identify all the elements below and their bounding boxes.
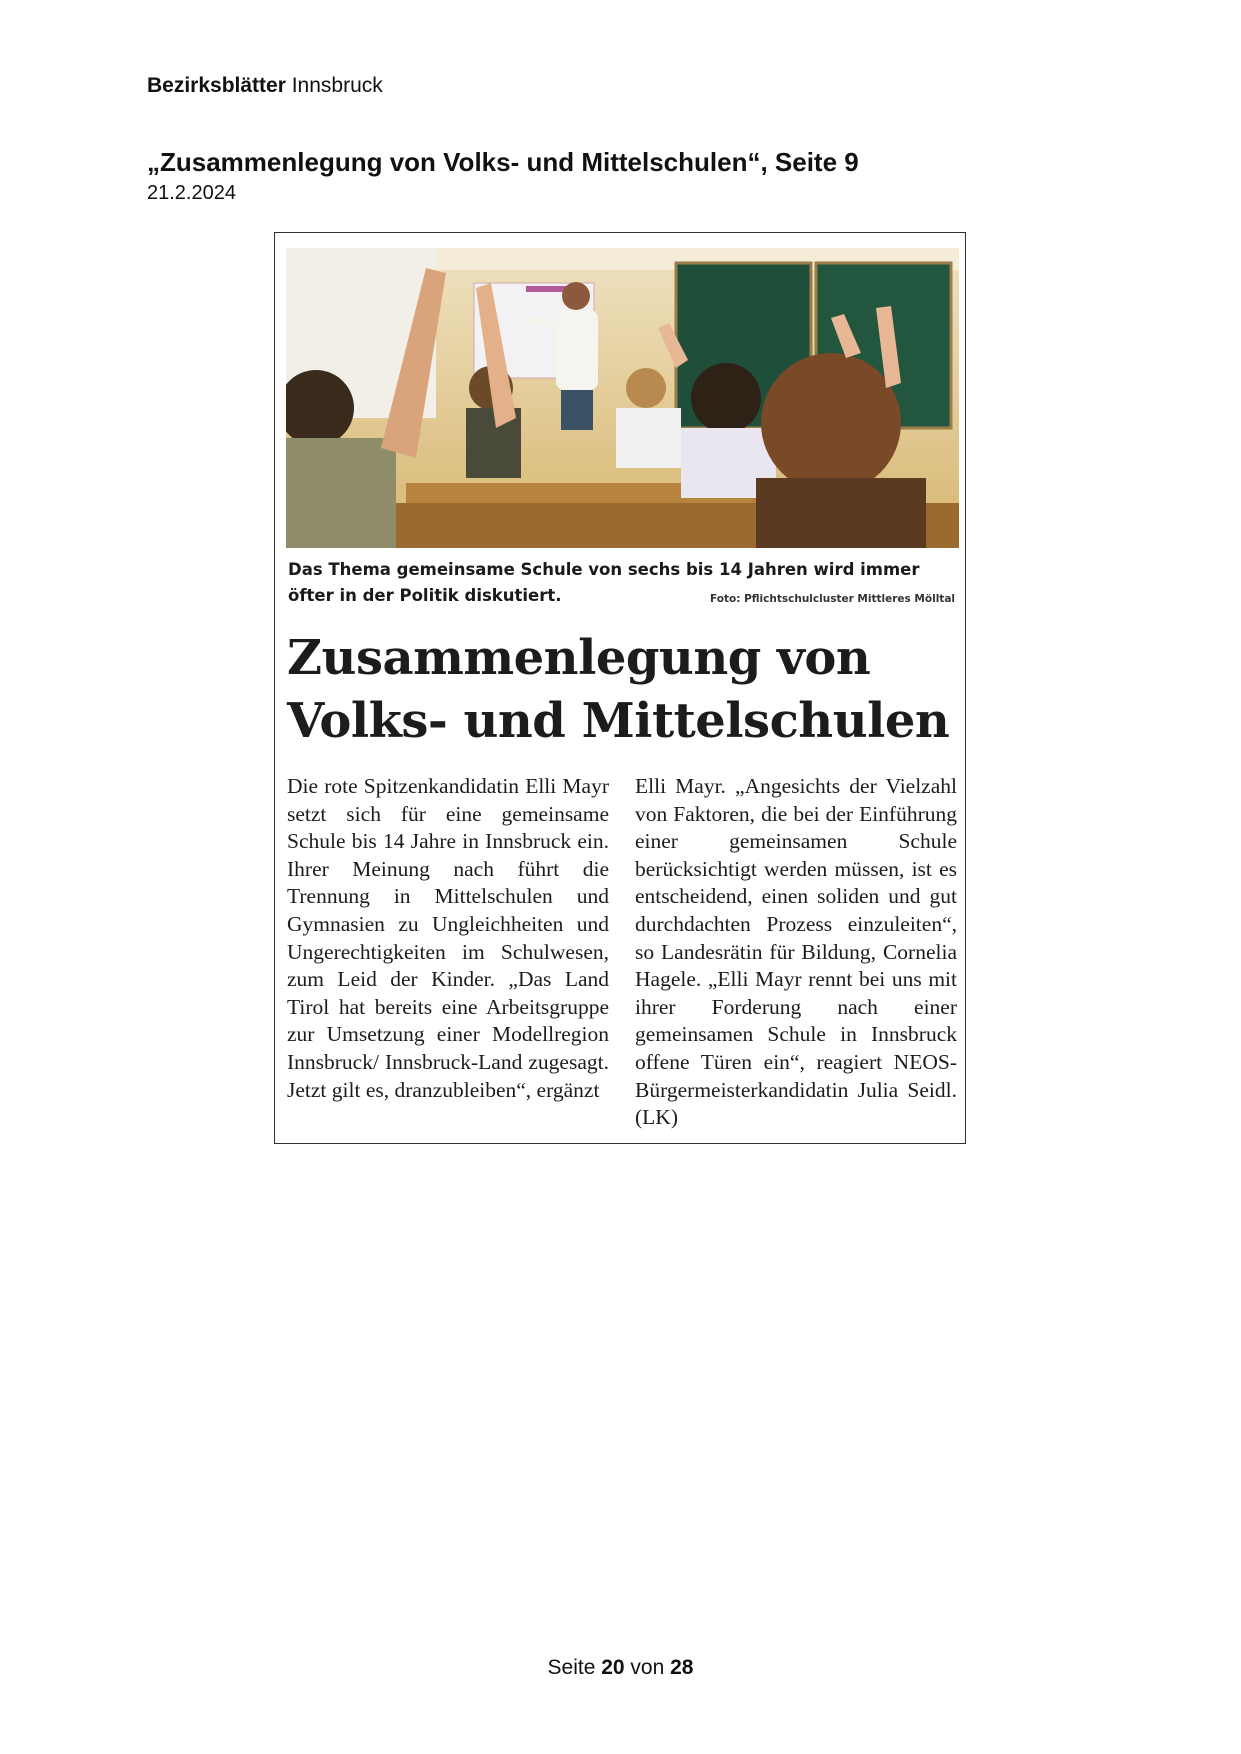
page-number-total: 28 xyxy=(670,1656,694,1679)
newspaper-clipping xyxy=(274,232,966,1144)
publication-bold: Bezirksblätter xyxy=(147,74,286,97)
photo-caption: Das Thema gemeinsame Schule von sechs bis 14 Jahren wird immer öfter in der Politik diskutiert. xyxy=(288,560,920,605)
page-number-middle: von xyxy=(624,1656,671,1679)
headline-line-1: Zusammenlegung von xyxy=(287,630,871,686)
page-number xyxy=(0,1656,1241,1680)
article-column-1: Die rote Spitzenkandidatin Elli Mayr setzt sich für eine gemeinsame Schule bis 14 Jahre in Innsbruck ein. Ihrer Meinung nach führt die Trennung in Mittelschulen und Gymnasien zu Ungleichheiten und Ungerechtigkeiten im Schulwesen, zum Leid der Kinder. „Das Land Tirol hat bereits eine Arbeitsgruppe zur Umsetzung einer Modellregion Innsbruck/ Innsbruck-Land zugesagt. Jetzt gilt es, dranzubleiben“, ergänzt xyxy=(287,774,609,1102)
page-number-current: 20 xyxy=(601,1656,625,1679)
publication-name xyxy=(147,74,383,98)
headline xyxy=(287,627,957,753)
classroom-photo xyxy=(286,248,959,548)
article-date: 21.2.2024 xyxy=(147,182,236,204)
article-column-2: Elli Mayr. „Angesichts der Vielzahl von Faktoren, die bei der Einführung einer gemeinsamen Schule berücksichtigt werden müssen, ist es entscheidend, einen soliden und gut durchdachten Prozess einzuleiten“, so Landesrätin für Bildung, Cornelia Hagele. „Elli Mayr rennt bei uns mit ihrer Forderung nach einer gemeinsamen Schule in Innsbruck offene Türen ein“, reagiert NEOS-Bürgermeisterkandidatin Julia Seidl. (LK) xyxy=(635,774,957,1130)
article-reference-title: „Zusammenlegung von Volks- und Mittelschulen“, Seite 9 xyxy=(147,147,859,177)
publication-region: Innsbruck xyxy=(285,74,383,97)
headline-line-2: Volks- und Mittelschulen xyxy=(287,693,950,749)
page-number-prefix: Seite xyxy=(547,1656,602,1679)
photo-credit: Foto: Pflichtschulcluster Mittleres Mölltal xyxy=(710,593,955,605)
